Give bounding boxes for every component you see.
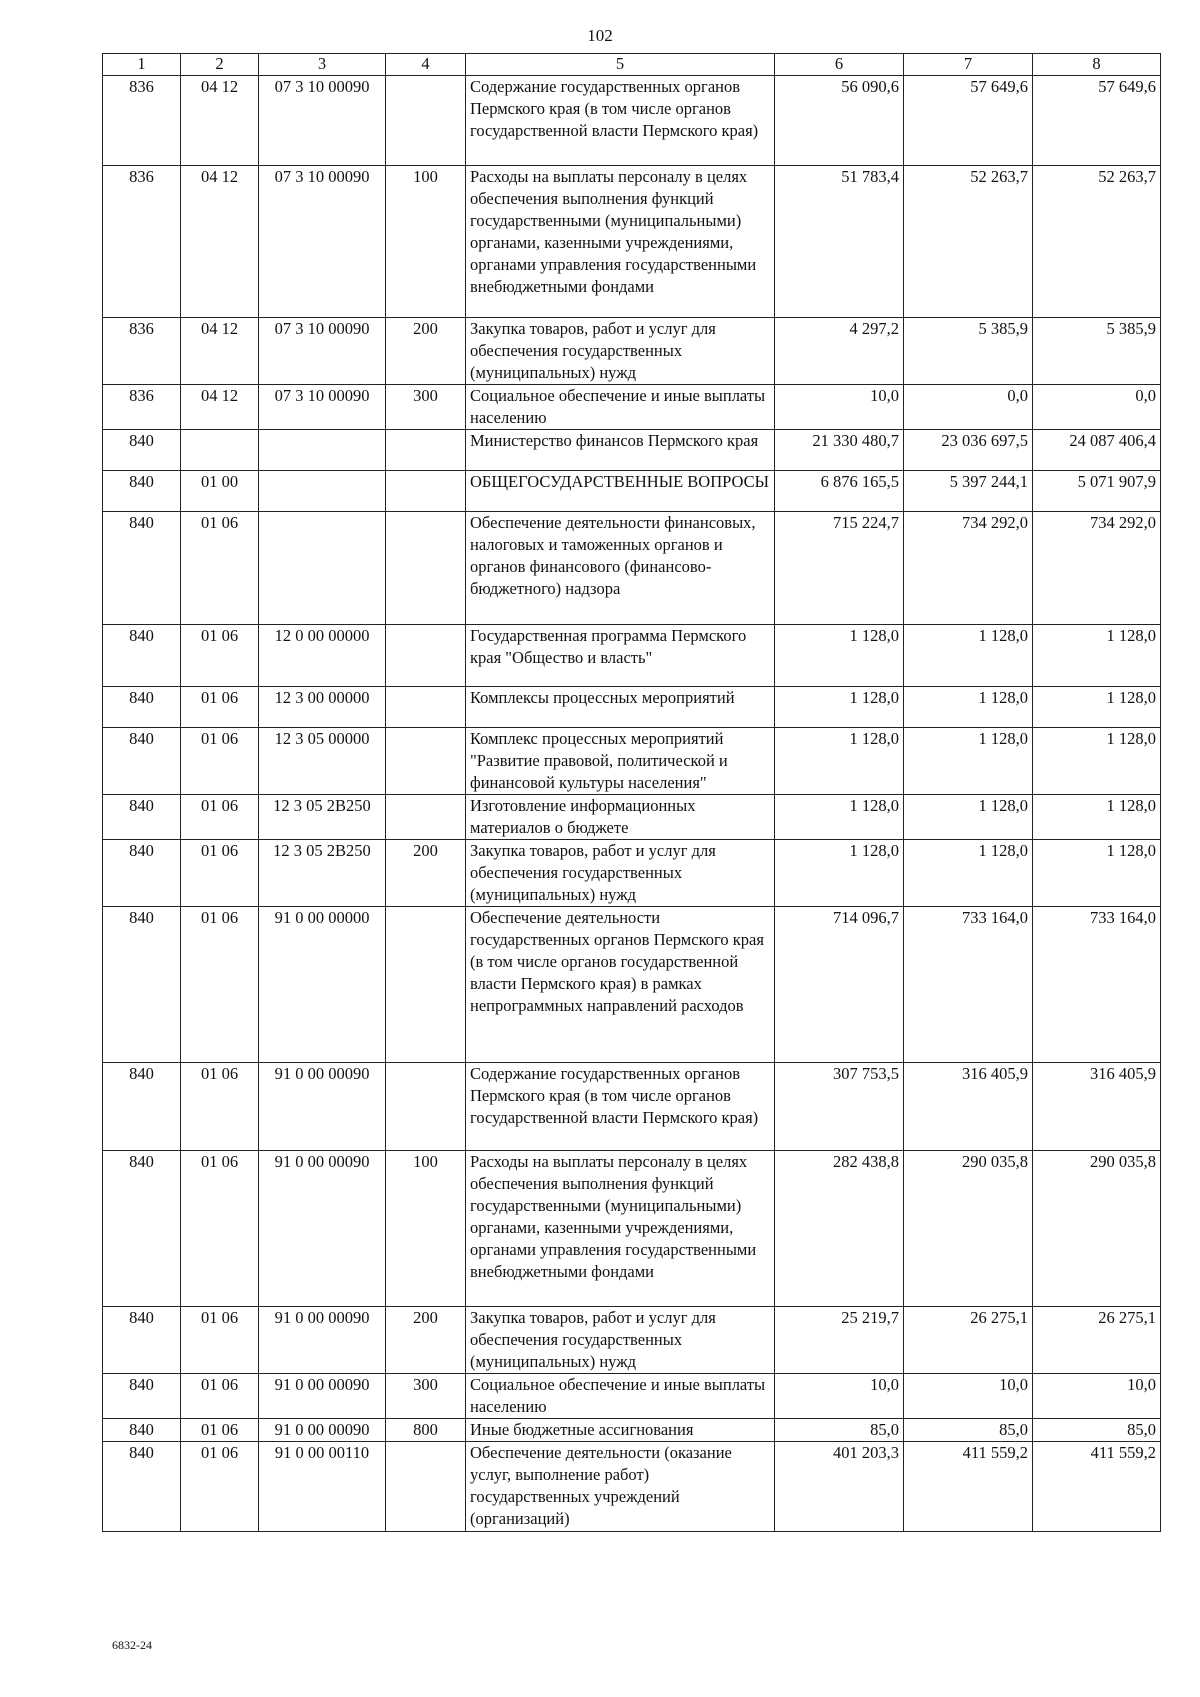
cell-target-code: 12 0 00 00000 (259, 625, 386, 687)
cell-target-code: 91 0 00 00110 (259, 1442, 386, 1532)
cell-target-code: 91 0 00 00090 (259, 1063, 386, 1151)
cell-description: Комплекс процессных мероприятий "Развитие правовой, политической и финансовой культуры населения" (466, 728, 775, 795)
cell-description: Обеспечение деятельности (оказание услуг, выполнение работ) государственных учреждений (организаций) (466, 1442, 775, 1532)
cell-amount-year2: 733 164,0 (904, 907, 1033, 1063)
table-row (103, 1307, 1161, 1374)
cell-expense-type: 300 (386, 385, 466, 430)
column-header: 5 (466, 54, 775, 76)
cell-description: Социальное обеспечение и иные выплаты населению (466, 1374, 775, 1419)
table-row (103, 471, 1161, 512)
cell-expense-type (386, 1442, 466, 1532)
cell-description: Обеспечение деятельности государственных органов Пермского края (в том числе органов государственной власти Пермского края) в рамках непрограммных направлений расходов (466, 907, 775, 1063)
cell-expense-type: 200 (386, 318, 466, 385)
column-header: 6 (775, 54, 904, 76)
cell-amount-year1: 10,0 (775, 385, 904, 430)
cell-expense-type (386, 471, 466, 512)
budget-table (102, 53, 1161, 1532)
cell-target-code: 91 0 00 00000 (259, 907, 386, 1063)
cell-target-code: 12 3 05 00000 (259, 728, 386, 795)
cell-amount-year1: 51 783,4 (775, 166, 904, 318)
cell-amount-year1: 1 128,0 (775, 795, 904, 840)
cell-amount-year1: 307 753,5 (775, 1063, 904, 1151)
cell-admin-code: 840 (103, 1419, 181, 1442)
cell-target-code (259, 512, 386, 625)
cell-expense-type (386, 907, 466, 1063)
cell-amount-year1: 4 297,2 (775, 318, 904, 385)
cell-expense-type (386, 728, 466, 795)
cell-amount-year2: 1 128,0 (904, 795, 1033, 840)
cell-expense-type (386, 625, 466, 687)
cell-section-code: 01 06 (181, 1307, 259, 1374)
cell-target-code: 91 0 00 00090 (259, 1374, 386, 1419)
cell-amount-year2: 52 263,7 (904, 166, 1033, 318)
cell-section-code: 01 06 (181, 795, 259, 840)
cell-amount-year2: 290 035,8 (904, 1151, 1033, 1307)
table-row (103, 1063, 1161, 1151)
table-row (103, 728, 1161, 795)
cell-section-code: 04 12 (181, 166, 259, 318)
cell-amount-year2: 1 128,0 (904, 728, 1033, 795)
table-row (103, 1442, 1161, 1532)
cell-expense-type: 100 (386, 166, 466, 318)
cell-amount-year3: 5 071 907,9 (1033, 471, 1161, 512)
column-header: 1 (103, 54, 181, 76)
cell-amount-year2: 0,0 (904, 385, 1033, 430)
cell-amount-year3: 290 035,8 (1033, 1151, 1161, 1307)
cell-amount-year1: 1 128,0 (775, 728, 904, 795)
cell-amount-year2: 23 036 697,5 (904, 430, 1033, 471)
cell-amount-year1: 714 096,7 (775, 907, 904, 1063)
cell-amount-year2: 316 405,9 (904, 1063, 1033, 1151)
cell-amount-year3: 24 087 406,4 (1033, 430, 1161, 471)
cell-amount-year1: 1 128,0 (775, 840, 904, 907)
cell-target-code (259, 430, 386, 471)
cell-admin-code: 840 (103, 687, 181, 728)
cell-amount-year3: 10,0 (1033, 1374, 1161, 1419)
table-row (103, 687, 1161, 728)
cell-amount-year2: 1 128,0 (904, 840, 1033, 907)
table-row (103, 840, 1161, 907)
cell-section-code: 04 12 (181, 318, 259, 385)
cell-description: ОБЩЕГОСУДАРСТВЕННЫЕ ВОПРОСЫ (466, 471, 775, 512)
cell-admin-code: 840 (103, 728, 181, 795)
table-row (103, 1151, 1161, 1307)
cell-description: Расходы на выплаты персоналу в целях обеспечения выполнения функций государственными (муниципальными) органами, казенными учреждениями, органами управления государственными внебюджетными фондами (466, 1151, 775, 1307)
column-header: 7 (904, 54, 1033, 76)
cell-admin-code: 840 (103, 1442, 181, 1532)
cell-expense-type: 200 (386, 840, 466, 907)
cell-amount-year2: 1 128,0 (904, 625, 1033, 687)
cell-section-code: 01 06 (181, 840, 259, 907)
cell-expense-type (386, 687, 466, 728)
cell-amount-year3: 1 128,0 (1033, 840, 1161, 907)
cell-section-code: 04 12 (181, 385, 259, 430)
cell-target-code: 12 3 05 2В250 (259, 795, 386, 840)
cell-amount-year2: 734 292,0 (904, 512, 1033, 625)
cell-description: Изготовление информационных материалов о бюджете (466, 795, 775, 840)
cell-admin-code: 840 (103, 625, 181, 687)
cell-amount-year3: 411 559,2 (1033, 1442, 1161, 1532)
cell-expense-type (386, 512, 466, 625)
table-row (103, 625, 1161, 687)
cell-description: Содержание государственных органов Пермского края (в том числе органов государственной власти Пермского края) (466, 1063, 775, 1151)
cell-description: Закупка товаров, работ и услуг для обеспечения государственных (муниципальных) нужд (466, 840, 775, 907)
cell-amount-year2: 57 649,6 (904, 76, 1033, 166)
cell-amount-year1: 85,0 (775, 1419, 904, 1442)
cell-amount-year3: 57 649,6 (1033, 76, 1161, 166)
cell-admin-code: 836 (103, 318, 181, 385)
table-row (103, 907, 1161, 1063)
cell-admin-code: 840 (103, 795, 181, 840)
cell-admin-code: 840 (103, 1151, 181, 1307)
cell-admin-code: 840 (103, 907, 181, 1063)
cell-target-code (259, 471, 386, 512)
cell-target-code: 07 3 10 00090 (259, 76, 386, 166)
table-row (103, 318, 1161, 385)
cell-target-code: 91 0 00 00090 (259, 1307, 386, 1374)
cell-expense-type (386, 1063, 466, 1151)
cell-section-code: 01 06 (181, 687, 259, 728)
cell-expense-type (386, 795, 466, 840)
cell-section-code: 01 06 (181, 1374, 259, 1419)
table-row (103, 795, 1161, 840)
table-body (103, 76, 1161, 1532)
cell-amount-year3: 52 263,7 (1033, 166, 1161, 318)
cell-target-code: 91 0 00 00090 (259, 1419, 386, 1442)
page-number: 102 (587, 26, 613, 45)
cell-section-code: 01 06 (181, 1419, 259, 1442)
cell-admin-code: 840 (103, 840, 181, 907)
cell-amount-year1: 715 224,7 (775, 512, 904, 625)
cell-amount-year2: 26 275,1 (904, 1307, 1033, 1374)
cell-amount-year2: 5 385,9 (904, 318, 1033, 385)
cell-amount-year3: 26 275,1 (1033, 1307, 1161, 1374)
cell-section-code: 01 06 (181, 1151, 259, 1307)
cell-amount-year3: 733 164,0 (1033, 907, 1161, 1063)
cell-section-code: 01 06 (181, 907, 259, 1063)
cell-expense-type: 100 (386, 1151, 466, 1307)
table-row (103, 166, 1161, 318)
cell-amount-year2: 1 128,0 (904, 687, 1033, 728)
header-row (103, 54, 1161, 76)
cell-description: Закупка товаров, работ и услуг для обеспечения государственных (муниципальных) нужд (466, 1307, 775, 1374)
table-row (103, 1374, 1161, 1419)
cell-admin-code: 840 (103, 1374, 181, 1419)
cell-description: Содержание государственных органов Пермского края (в том числе органов государственной власти Пермского края) (466, 76, 775, 166)
cell-amount-year3: 1 128,0 (1033, 687, 1161, 728)
cell-amount-year3: 316 405,9 (1033, 1063, 1161, 1151)
table-row (103, 1419, 1161, 1442)
cell-admin-code: 840 (103, 1063, 181, 1151)
cell-amount-year1: 1 128,0 (775, 625, 904, 687)
footer-code: 6832-24 (112, 1638, 152, 1652)
table-row (103, 76, 1161, 166)
cell-section-code: 01 06 (181, 512, 259, 625)
cell-description: Министерство финансов Пермского края (466, 430, 775, 471)
cell-amount-year2: 411 559,2 (904, 1442, 1033, 1532)
cell-description: Закупка товаров, работ и услуг для обеспечения государственных (муниципальных) нужд (466, 318, 775, 385)
column-header: 4 (386, 54, 466, 76)
cell-amount-year1: 282 438,8 (775, 1151, 904, 1307)
cell-amount-year1: 25 219,7 (775, 1307, 904, 1374)
cell-admin-code: 836 (103, 166, 181, 318)
cell-target-code: 12 3 05 2В250 (259, 840, 386, 907)
cell-amount-year3: 0,0 (1033, 385, 1161, 430)
table-row (103, 430, 1161, 471)
cell-description: Комплексы процессных мероприятий (466, 687, 775, 728)
cell-description: Социальное обеспечение и иные выплаты населению (466, 385, 775, 430)
cell-amount-year2: 5 397 244,1 (904, 471, 1033, 512)
cell-expense-type: 800 (386, 1419, 466, 1442)
cell-amount-year1: 401 203,3 (775, 1442, 904, 1532)
cell-target-code: 07 3 10 00090 (259, 166, 386, 318)
cell-admin-code: 840 (103, 512, 181, 625)
cell-expense-type (386, 76, 466, 166)
table-row (103, 385, 1161, 430)
column-header: 3 (259, 54, 386, 76)
cell-target-code: 07 3 10 00090 (259, 318, 386, 385)
column-header: 2 (181, 54, 259, 76)
cell-admin-code: 840 (103, 471, 181, 512)
cell-admin-code: 836 (103, 385, 181, 430)
cell-section-code (181, 430, 259, 471)
cell-expense-type (386, 430, 466, 471)
cell-description: Обеспечение деятельности финансовых, налоговых и таможенных органов и органов финансового (финансово-бюджетного) надзора (466, 512, 775, 625)
cell-section-code: 01 06 (181, 1063, 259, 1151)
cell-amount-year1: 56 090,6 (775, 76, 904, 166)
cell-amount-year2: 10,0 (904, 1374, 1033, 1419)
cell-target-code: 07 3 10 00090 (259, 385, 386, 430)
cell-amount-year3: 85,0 (1033, 1419, 1161, 1442)
cell-amount-year3: 734 292,0 (1033, 512, 1161, 625)
cell-amount-year1: 21 330 480,7 (775, 430, 904, 471)
cell-expense-type: 300 (386, 1374, 466, 1419)
cell-admin-code: 840 (103, 1307, 181, 1374)
cell-amount-year3: 1 128,0 (1033, 728, 1161, 795)
cell-amount-year1: 1 128,0 (775, 687, 904, 728)
cell-amount-year2: 85,0 (904, 1419, 1033, 1442)
cell-target-code: 91 0 00 00090 (259, 1151, 386, 1307)
cell-amount-year3: 1 128,0 (1033, 625, 1161, 687)
cell-description: Иные бюджетные ассигнования (466, 1419, 775, 1442)
cell-admin-code: 840 (103, 430, 181, 471)
column-header: 8 (1033, 54, 1161, 76)
table-row (103, 512, 1161, 625)
cell-section-code: 01 06 (181, 728, 259, 795)
cell-section-code: 01 00 (181, 471, 259, 512)
cell-description: Расходы на выплаты персоналу в целях обеспечения выполнения функций государственными (муниципальными) органами, казенными учреждениями, органами управления государственными внебюджетными фондами (466, 166, 775, 318)
cell-section-code: 04 12 (181, 76, 259, 166)
cell-admin-code: 836 (103, 76, 181, 166)
cell-amount-year3: 1 128,0 (1033, 795, 1161, 840)
cell-target-code: 12 3 00 00000 (259, 687, 386, 728)
cell-section-code: 01 06 (181, 625, 259, 687)
cell-description: Государственная программа Пермского края "Общество и власть" (466, 625, 775, 687)
cell-amount-year1: 6 876 165,5 (775, 471, 904, 512)
cell-amount-year3: 5 385,9 (1033, 318, 1161, 385)
cell-amount-year1: 10,0 (775, 1374, 904, 1419)
cell-expense-type: 200 (386, 1307, 466, 1374)
cell-section-code: 01 06 (181, 1442, 259, 1532)
